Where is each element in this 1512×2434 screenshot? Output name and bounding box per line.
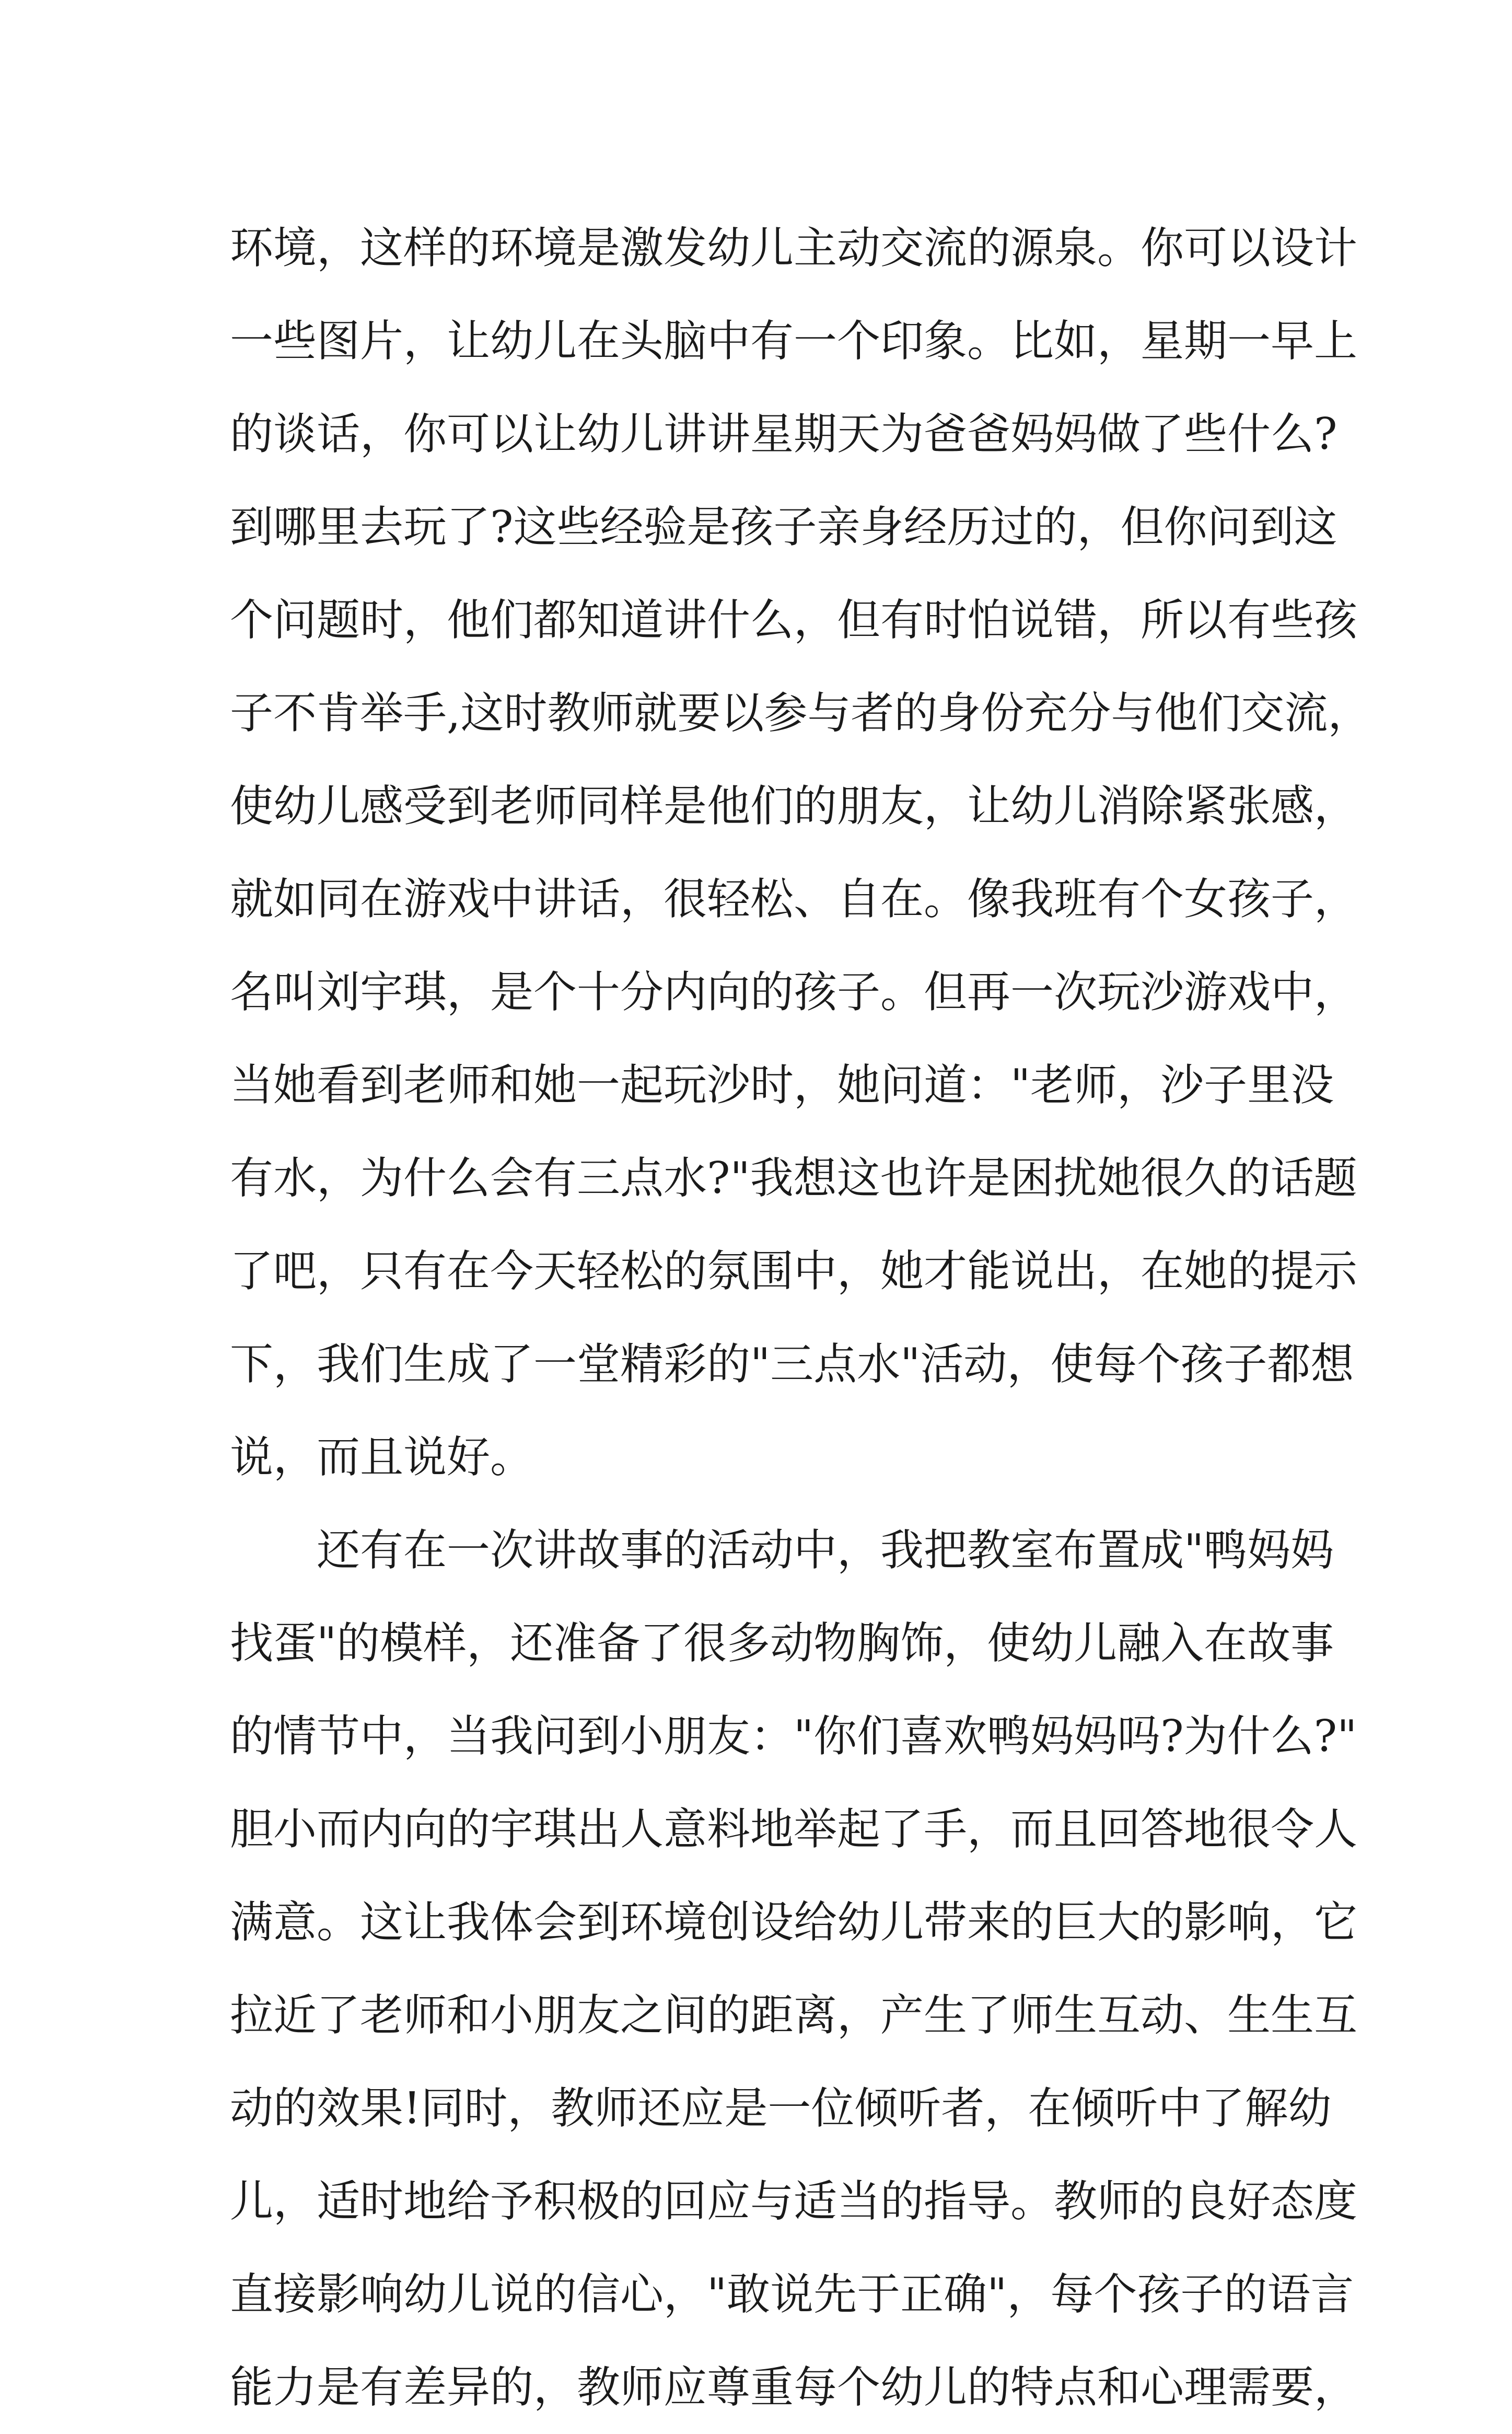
text-line: 拉近了老师和小朋友之间的距离，产生了师生互动、生生互 xyxy=(230,1990,1357,2041)
text-line: 名叫刘宇琪，是个十分内向的孩子。但再一次玩沙游戏中， xyxy=(230,967,1357,1017)
text-line: 下，我们生成了一堂精彩的"三点水"活动，使每个孩子都想 xyxy=(230,1339,1354,1389)
text-line: 能力是有差异的，教师应尊重每个幼儿的特点和心理需要， xyxy=(230,2362,1357,2413)
text-line: 找蛋"的模样，还准备了很多动物胸饰，使幼儿融入在故事 xyxy=(230,1618,1334,1668)
text-line: 当她看到老师和她一起玩沙时，她问道："老师，沙子里没 xyxy=(230,1060,1334,1110)
text-line: 使幼儿感受到老师同样是他们的朋友，让幼儿消除紧张感， xyxy=(230,781,1357,831)
text-line: 还有在一次讲故事的活动中，我把教室布置成"鸭妈妈 xyxy=(317,1525,1334,1575)
text-line: 满意。这让我体会到环境创设给幼儿带来的巨大的影响，它 xyxy=(230,1897,1357,1948)
body-text xyxy=(230,202,1371,2434)
text-line: 了吧，只有在今天轻松的氛围中，她才能说出，在她的提示 xyxy=(230,1246,1357,1296)
text-line: 个问题时，他们都知道讲什么，但有时怕说错，所以有些孩 xyxy=(230,595,1357,645)
text-line: 的情节中，当我问到小朋友："你们喜欢鸭妈妈吗?为什么?" xyxy=(230,1711,1357,1761)
text-line: 就如同在游戏中讲话，很轻松、自在。像我班有个女孩子， xyxy=(230,874,1357,924)
text-line: 说，而且说好。 xyxy=(230,1432,533,1482)
text-line: 儿，适时地给予积极的回应与适当的指导。教师的良好态度 xyxy=(230,2176,1357,2227)
text-line: 子不肯举手,这时教师就要以参与者的身份充分与他们交流， xyxy=(230,688,1371,738)
text-line: 一些图片，让幼儿在头脑中有一个印象。比如，星期一早上 xyxy=(230,316,1357,366)
text-line: 动的效果!同时，教师还应是一位倾听者，在倾听中了解幼 xyxy=(230,2083,1332,2134)
text-line: 到哪里去玩了?这些经验是孩子亲身经历过的，但你问到这 xyxy=(230,502,1337,552)
text-line: 的谈话，你可以让幼儿讲讲星期天为爸爸妈妈做了些什么? xyxy=(230,409,1337,459)
text-line: 胆小而内向的宇琪出人意料地举起了手，而且回答地很令人 xyxy=(230,1804,1357,1855)
text-line: 直接影响幼儿说的信心，"敢说先于正确"，每个孩子的语言 xyxy=(230,2269,1354,2320)
text-line: 环境，这样的环境是激发幼儿主动交流的源泉。你可以设计 xyxy=(230,223,1357,273)
text-line: 有水，为什么会有三点水?"我想这也许是困扰她很久的话题 xyxy=(230,1153,1357,1203)
